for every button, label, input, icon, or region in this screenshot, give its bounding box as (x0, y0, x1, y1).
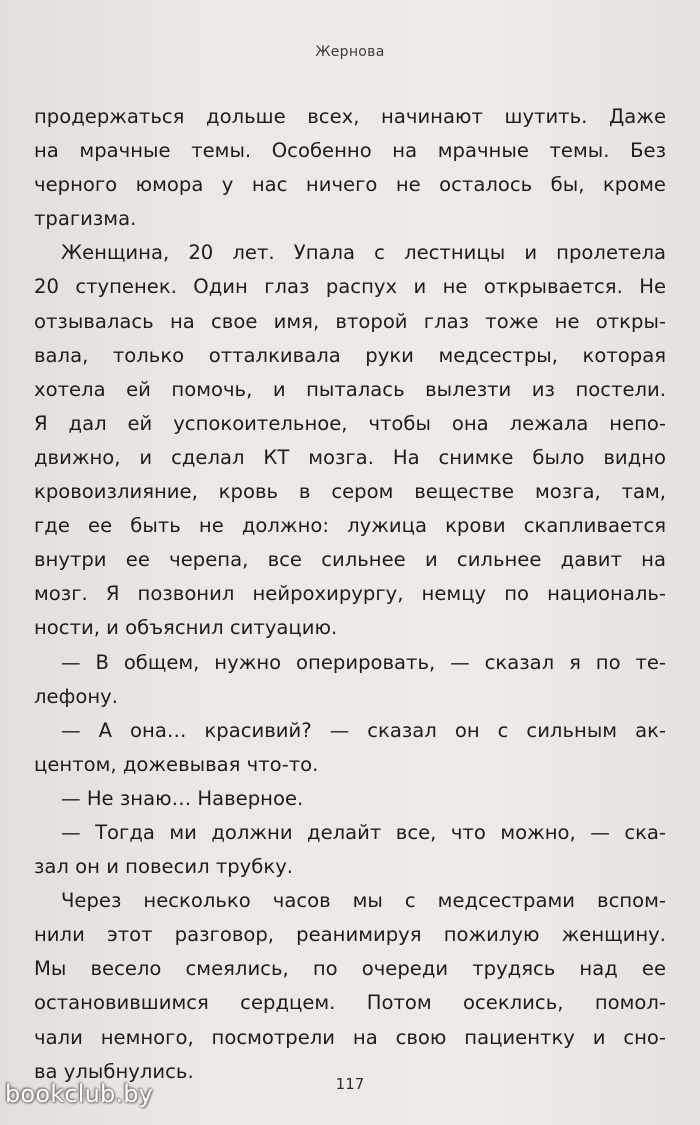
page-number: 117 (335, 1075, 365, 1093)
text-line: — Не знаю… Наверное. (61, 786, 304, 810)
text-line: на мрачные темы. Особенно на мрачные темы. Без (34, 139, 666, 163)
text-line: ва улыбнулись. (34, 1059, 194, 1083)
text-line: кровоизлияние, кровь в сером веществе мозга, там, (34, 480, 666, 504)
text-line: где ее быть не должно: лужица крови скапливается (34, 514, 666, 538)
text-line: трагизма. (34, 207, 137, 231)
text-line: внутри ее черепа, все сильнее и сильнее давит на (34, 548, 666, 572)
text-line: Женщина, 20 лет. Упала с лестницы и пролетела (61, 241, 666, 265)
text-line: зал он и повесил трубку. (34, 855, 294, 879)
text-line: Через несколько часов мы с медсестрами вспом- (61, 889, 666, 913)
text-line: движно, и сделал КТ мозга. На снимке было видно (34, 445, 666, 469)
text-line: нили этот разговор, реанимируя пожилую женщину. (34, 923, 666, 947)
text-line: чали немного, посмотрели на свою пациентку и сно- (34, 1025, 666, 1049)
text-line: — В общем, нужно оперировать, — сказал я по те- (61, 650, 666, 674)
text-line: Мы весело смеялись, по очереди трудясь над ее (34, 957, 666, 981)
text-line: черного юмора у нас ничего не осталось бы, кроме (34, 173, 666, 197)
watermark: bookclub.by (5, 1080, 154, 1108)
text-line: 20 ступенек. Один глаз распух и не открывается. Не (34, 275, 666, 299)
running-header: Жернова (315, 44, 385, 60)
text-line: — А она… красивий? — сказал он с сильным ак- (61, 718, 666, 742)
text-line: отзывалась на свое имя, второй глаз тоже не откры- (34, 309, 666, 333)
text-line: центом, дожевывая что-то. (34, 752, 319, 776)
text-line: продержаться дольше всех, начинают шутить. Даже (34, 105, 666, 128)
text-line: хотела ей помочь, и пыталась вылезти из постели. (34, 377, 666, 401)
text-line: — Тогда ми должни делайт все, что можно, — ска- (61, 820, 666, 844)
text-line: Я дал ей успокоительное, чтобы она лежала непо- (34, 411, 666, 435)
text-line: остановившимся сердцем. Потом осеклись, помол- (34, 991, 666, 1015)
body-text (34, 100, 666, 1089)
text-line: вала, только отталкивала руки медсестры, которая (34, 343, 666, 367)
text-line: мозг. Я позвонил нейрохирургу, немцу по националь- (34, 582, 666, 606)
text-line: лефону. (34, 684, 118, 708)
text-line: ности, и объяснил ситуацию. (34, 616, 338, 640)
